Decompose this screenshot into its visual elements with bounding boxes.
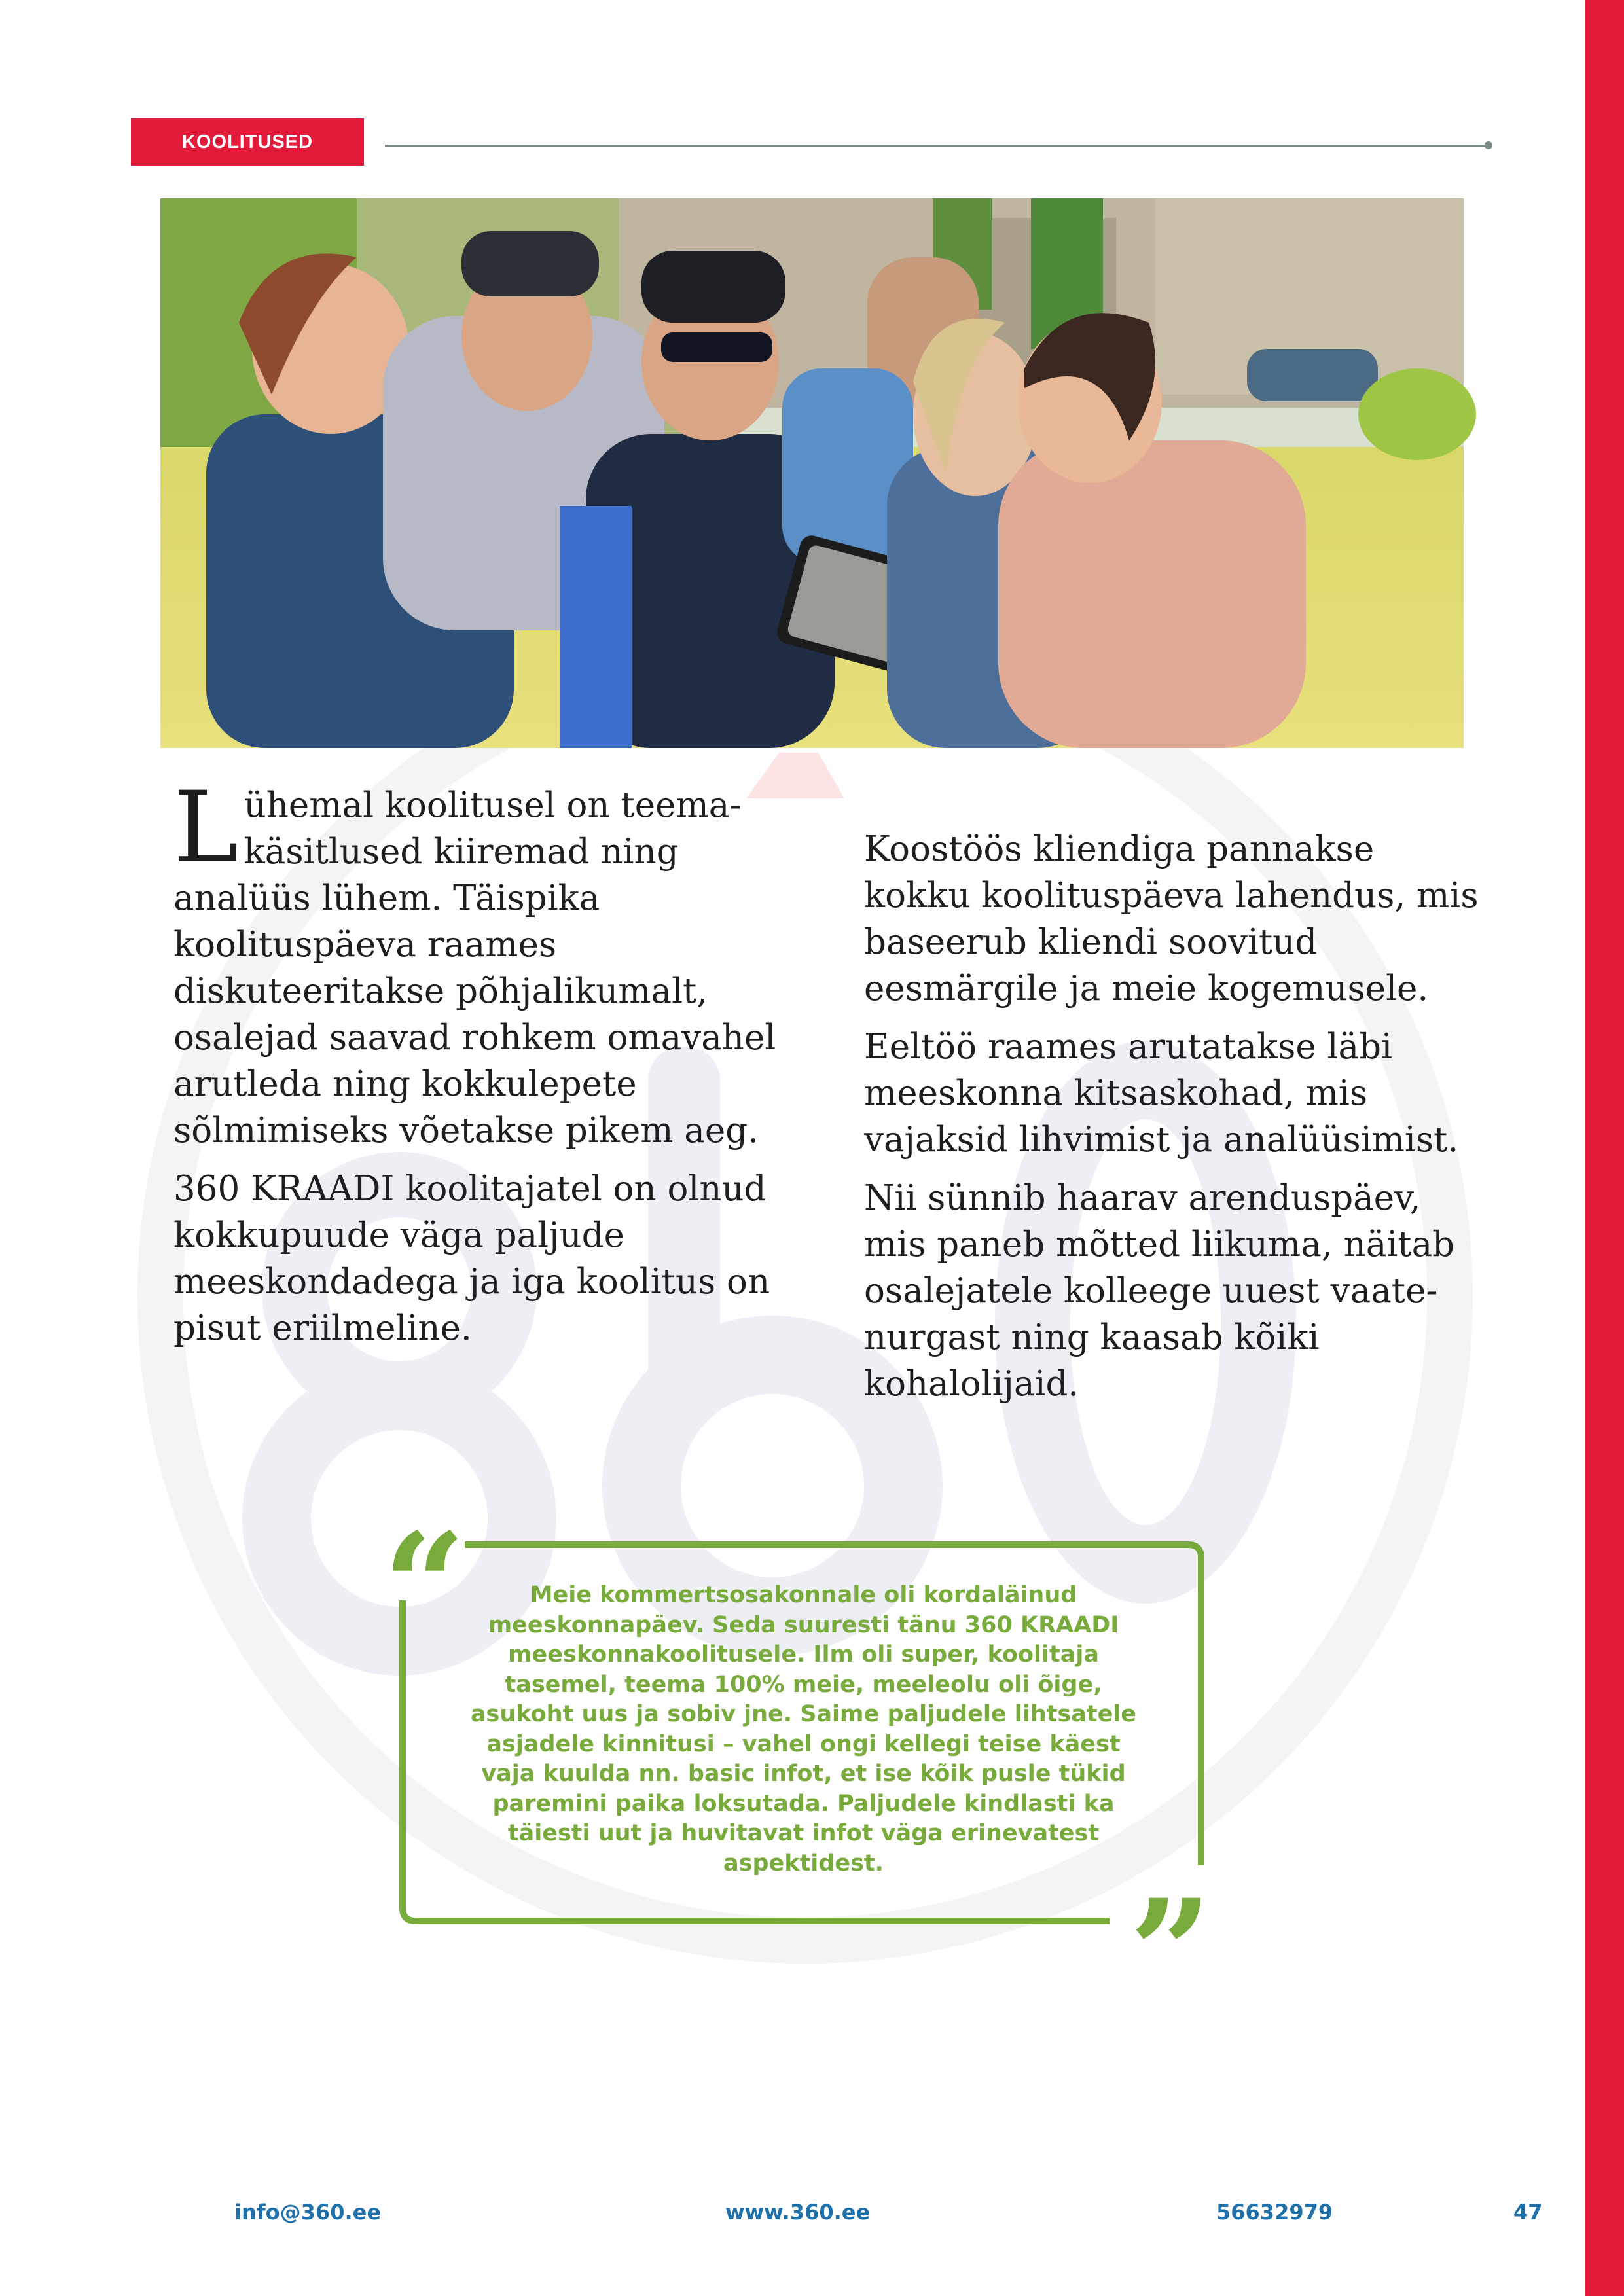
header-divider-dot bbox=[1485, 141, 1492, 149]
drop-cap: L bbox=[173, 771, 239, 885]
right-paragraph-2: Eeltöö raames arutatakse läbi meeskonna kitsaskohad, mis vajaksid lihvimist ja analüüsimist. bbox=[864, 1027, 1459, 1160]
left-paragraph-1-text: ühemal koolitusel on teemakäsitlused kiiremad ning analüüs lühem. Täispika koolituspäeva raames diskuteeritakse põhjalikumalt, osalejad saavad rohkem omavahel arutleda ning kokkulepete sõlmimiseks võetakse pikem aeg. bbox=[173, 785, 776, 1151]
open-quote-mark: “ bbox=[383, 1501, 466, 1670]
close-quote-mark: ” bbox=[1129, 1867, 1212, 2037]
hero-photo bbox=[160, 198, 1464, 748]
header-divider bbox=[385, 145, 1490, 147]
page-number: 47 bbox=[1513, 2200, 1543, 2225]
left-paragraph-1 bbox=[173, 771, 782, 1154]
footer-email[interactable]: info@360.ee bbox=[234, 2200, 382, 2225]
footer-phone: 56632979 bbox=[1216, 2200, 1333, 2225]
testimonial-text: Meie kommertsosakonnale oli kordaläinud meeskonnapäev. Seda suuresti tänu 360 KRAADI meeskonnakoolitusele. Ilm oli super, koolitaja tasemel, teema 100% meie, meeleolu oli õige, asukoht uus ja sobiv jne. Saime paljudele lihtsatele asjadele kinnitusi – vahel ongi kellegi teise käest vaja kuulda nn. basic infot, et ise kõik pusle tükid paremini paika loksutada. Paljudele kindlasti ka täiesti uut ja huvitavat infot väga erinevatest aspektidest. bbox=[470, 1582, 1137, 1876]
text-column-left bbox=[173, 771, 782, 1363]
text-column-right bbox=[864, 826, 1479, 1419]
footer-website[interactable]: www.360.ee bbox=[725, 2200, 871, 2225]
section-tag: KOOLITUSED bbox=[131, 118, 364, 166]
right-edge-bar bbox=[1585, 0, 1624, 2296]
left-paragraph-2: 360 KRAADI koolitajatel on olnud kokkupuude väga paljude meeskondadega ja iga koolitus on pisut eriilmeline. bbox=[173, 1169, 770, 1348]
right-paragraph-3: Nii sünnib haarav arenduspäev, mis paneb mõtted liikuma, näitab osalejatele kolleege uuest vaatenurgast ning kaasab kõiki kohalolijaid. bbox=[864, 1178, 1455, 1404]
right-paragraph-1: Koostöös kliendiga pannakse kokku koolituspäeva lahendus, mis baseerub kliendi soovitud eesmärgile ja meie kogemusele. bbox=[864, 829, 1479, 1009]
